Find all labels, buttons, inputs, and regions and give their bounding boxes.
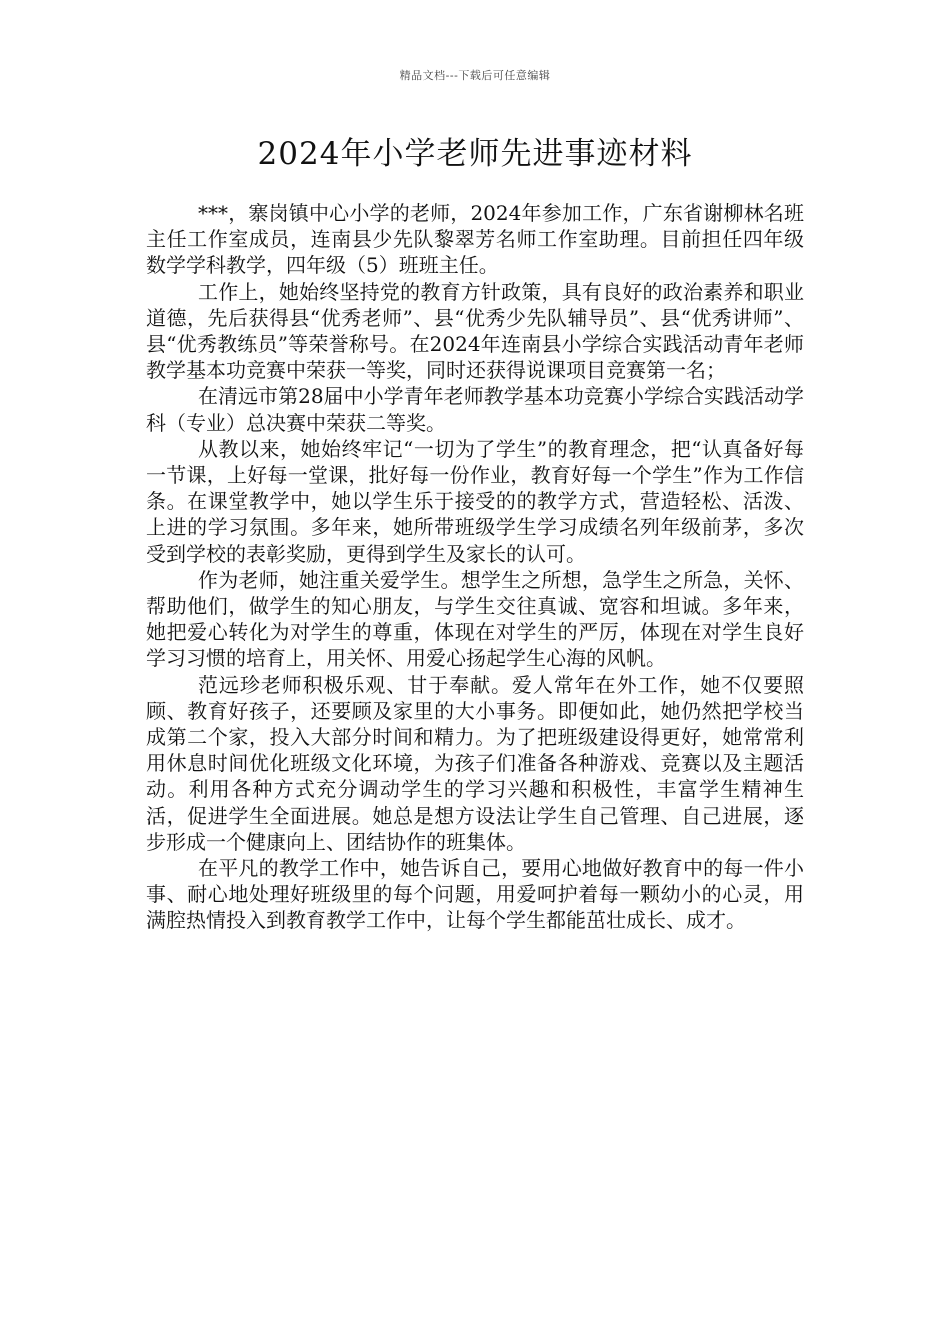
paragraph-dedication: 范远珍老师积极乐观、甘于奉献。爱人常年在外工作，她不仅要照顾、教育好孩子，还要顾及家里的大小事务。即便如此，她仍然把学校当成第二个家，投入大部分时间和精力。为了把班级建设得更好，她常常利用休息时间优化班级文化环境，为孩子们准备各种游戏、竞赛以及主题活动。利用各种方式充分调动学生的学习兴趣和积极性，丰富学生精神生活，促进学生全面进展。她总是想方设法让学生自己管理、自己进展，逐步形成一个健康向上、团结协作的班集体。	[146, 672, 804, 854]
header-note: 精品文档---下载后可任意编辑	[399, 69, 551, 82]
document-title: 2024年小学老师先进事迹材料	[257, 136, 693, 172]
document-body	[146, 200, 804, 934]
paragraph-city-award: 在清远市第28届中小学青年老师教学基本功竞赛小学综合实践活动学科（专业）总决赛中荣获二等奖。	[146, 384, 804, 435]
paragraph-intro: ***，寨岗镇中心小学的老师，2024年参加工作，广东省谢柳林名班主任工作室成员，连南县少先队黎翠芳名师工作室助理。目前担任四年级数学学科教学，四年级（5）班班主任。	[146, 201, 804, 278]
paragraph-conclusion: 在平凡的教学工作中，她告诉自己，要用心地做好教育中的每一件小事、耐心地处理好班级里的每个问题，用爱呵护着每一颗幼小的心灵，用满腔热情投入到教育教学工作中，让每个学生都能茁壮成长、成才。	[146, 856, 804, 933]
paragraph-teaching-philosophy: 从教以来，她始终牢记“一切为了学生”的教育理念，把“认真备好每一节课，上好每一堂课，批好每一份作业，教育好每一个学生”作为工作信条。在课堂教学中，她以学生乐于接受的的教学方式，营造轻松、活泼、上进的学习氛围。多年来，她所带班级学生学习成绩名列年级前茅，多次受到学校的表彰奖励，更得到学生及家长的认可。	[146, 436, 804, 566]
paragraph-work-honors: 工作上，她始终坚持党的教育方针政策，具有良好的政治素养和职业道德，先后获得县“优秀老师”、县“优秀少先队辅导员”、县“优秀讲师”、县“优秀教练员”等荣誉称号。在2024年连南县小学综合实践活动青年老师教学基本功竞赛中荣获一等奖，同时还获得说课项目竞赛第一名；	[146, 279, 804, 383]
paragraph-caring-students: 作为老师，她注重关爱学生。想学生之所想，急学生之所急，关怀、帮助他们，做学生的知心朋友，与学生交往真诚、宽容和坦诚。多年来，她把爱心转化为对学生的尊重，体现在对学生的严厉，体现在对学生良好学习习惯的培育上，用关怀、用爱心扬起学生心海的风帆。	[146, 567, 804, 671]
